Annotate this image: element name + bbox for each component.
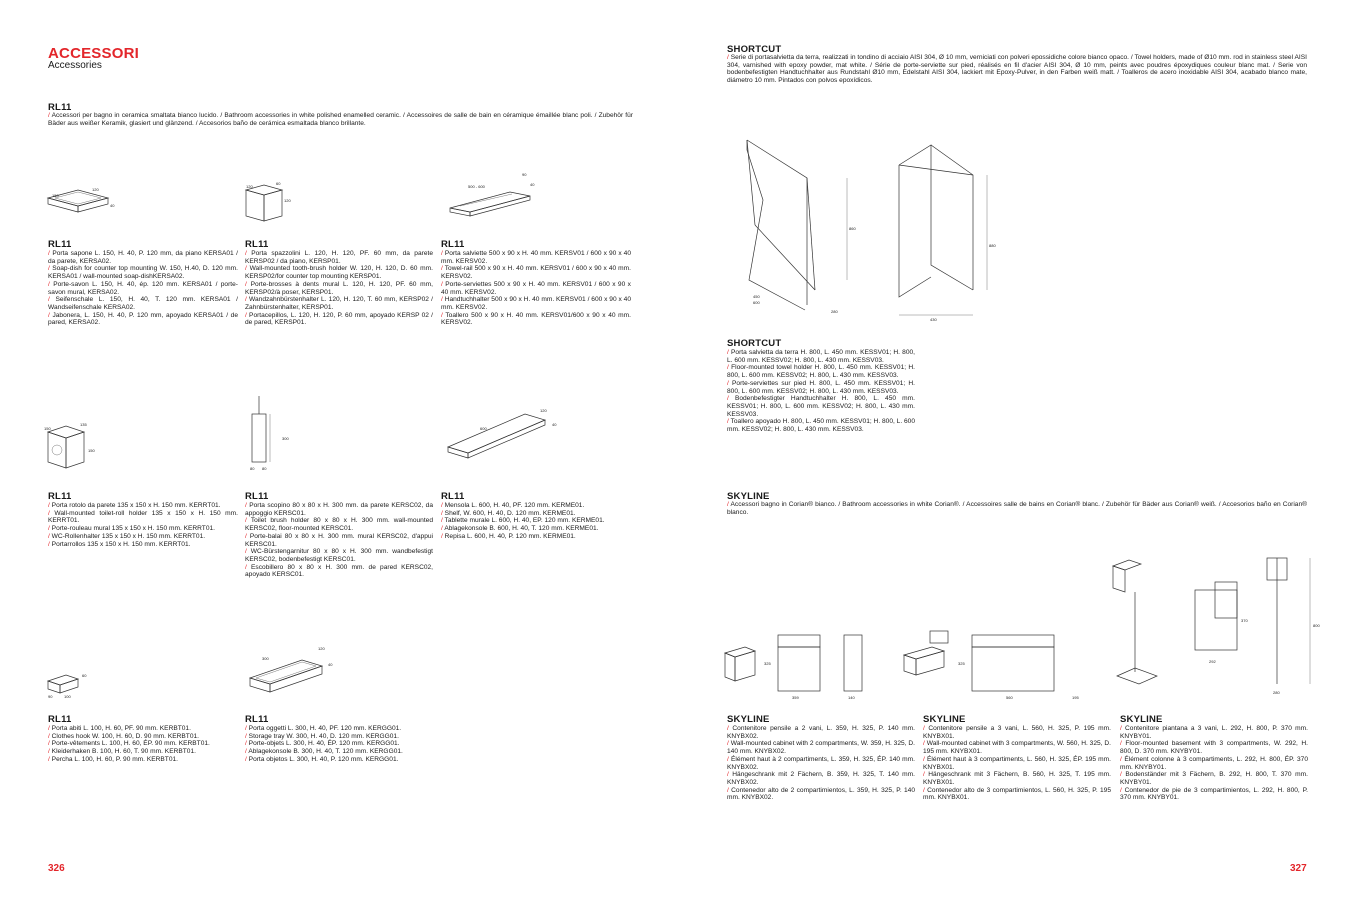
- dim-sk2-h: 325: [958, 661, 965, 666]
- shortcut-towel-holder-drawing-2: [885, 135, 1000, 325]
- dim-tray-d: 120: [318, 646, 325, 651]
- product-shelf: RL11 / Mensola L. 600, H. 40, PF. 120 mm. KERME01. / Shelf, W. 600, H. 40, D. 120 mm. KERME01. / Tablette murale L. 600, H. 40, EP. 120 mm. KERME01. / Ablagekonsole B. 600, H. 40, T. 120 mm. KERME01. / Repisa L. 600, H. 40, P. 120 mm. KERME01.: [441, 491, 631, 541]
- storage-tray-drawing: [242, 642, 352, 707]
- brush-holder-drawing: [238, 180, 298, 225]
- dim-sk1-h: 325: [764, 661, 771, 666]
- dim-roll-d: 135: [80, 422, 87, 427]
- shortcut-heading: SHORTCUT: [727, 44, 782, 55]
- dim-sc1-d: 280: [831, 309, 838, 314]
- dim-brush-h: 120: [284, 198, 291, 203]
- dim-sc2-h: 880: [989, 243, 996, 248]
- dim-soap-w: 150: [52, 193, 59, 198]
- product-name: RL11: [48, 714, 72, 725]
- product-name: SKYLINE: [727, 714, 770, 725]
- product-toilet-brush-holder: RL11 / Porta scopino 80 x 80 x H. 300 mm. da parete KERSC02, da appoggio KERSC01. / Toilet brush holder 80 x 80 x H. 300 mm. wall-mounted KERSC02, floor-mounted KERSC01. / Porte-balai 80 x 80 x H. 300 mm. mural KERSC02, d'appui KERSC01. / WC-Bürstengarnitur 80 x 80 x H. 300 mm. wandbefestigt KERSC02, bodenbefestigt KERSC01. / Escobillero 80 x 80 x H. 300 mm. de pared KERSC02, apoyado KERSC01.: [245, 491, 433, 579]
- towel-rail-drawing: [440, 170, 545, 225]
- dim-hook-w: 90: [48, 694, 53, 699]
- shelf-drawing: [440, 402, 560, 472]
- product-toilet-roll-holder: RL11 / Porta rotolo da parete 135 x 150 x H. 150 mm. KERRT01. / Wall-mounted toilet-roll holder 135 x 150 x H. 150 mm. KERRT01. / Porte-rouleau mural 135 x 150 x H. 150 mm. KERRT01. / WC-Rollenhalter 135 x 150 x H. 150 mm. KERRT01. / Portarrollos 135 x 150 x H. 150 mm. KERRT01.: [48, 491, 238, 548]
- dim-rail-h: 40: [530, 182, 535, 187]
- dim-sk3-d: 280: [1273, 690, 1280, 695]
- product-name: RL11: [245, 491, 269, 502]
- dim-tray-w: 300: [262, 656, 269, 661]
- dim-rail-w: 500 - 600: [468, 184, 485, 189]
- dim-scop-w: 80: [250, 466, 255, 471]
- skyline-cabinet-2-drawing: [720, 625, 870, 705]
- series-heading: RL11: [48, 102, 72, 113]
- product-name: SKYLINE: [1120, 714, 1163, 725]
- page-number-left: 326: [48, 863, 65, 874]
- product-name: RL11: [441, 239, 465, 250]
- dim-sc1-w2: 600: [753, 300, 760, 305]
- product-name: SKYLINE: [923, 714, 966, 725]
- dim-sk1-d: 140: [848, 695, 855, 700]
- dim-tray-h: 40: [328, 662, 333, 667]
- shortcut-towel-holder-drawing-1: [735, 130, 870, 325]
- product-name: RL11: [48, 491, 72, 502]
- dim-scop-h: 300: [282, 436, 289, 441]
- dim-shelf-h: 40: [552, 422, 557, 427]
- product-skyline-column: SKYLINE / Contenitore piantana a 3 vani, L. 292, H. 800, P. 370 mm. KNYBY01. / Floor-mounted basement with 3 compartments, W. 292, H. 800, D. 370 mm. KNYBY01. / Élément colonne à 3 compartiments, L. 292, H. 800, ÉP. 370 mm. KNYBY01. / Bodenständer mit 3 Fächern, B. 292, H. 800, T. 370 mm. KNYBY01. / Contenedor de pie de 3 compartimientos, L. 292, H. 800, P. 370 mm. KNYBY01.: [1120, 714, 1308, 802]
- product-name: RL11: [48, 239, 72, 250]
- dim-sc1-w: 450: [753, 294, 760, 299]
- dim-sk3-w: 292: [1209, 659, 1216, 664]
- product-towel-rail: RL11 / Porta salviette 500 x 90 x H. 40 mm. KERSV01 / 600 x 90 x 40 mm. KERSV02. / Towel-rail 500 x 90 x H. 40 mm. KERSV01 / 600 x 90 x 40 mm. KERSV02. / Porte-serviettes 500 x 90 x H. 40 mm. KERSV01 / 600 x 90 x 40 mm. KERSV02. / Handtuchhalter 500 x 90 x H. 40 mm. KERSV01 / 600 x 90 x 40 mm. KERSV02. / Toallero 500 x 90 x H. 40 mm. KERSV01/600 x 90 x 40 mm. KERSV02.: [441, 239, 631, 327]
- product-shortcut: SHORTCUT / Porta salvietta da terra H. 800, L. 450 mm. KESSV01; H. 800, L. 600 mm. KESSV02; H. 800, L. 430 mm. KESSV03. / Floor-mounted towel holder H. 800, L. 450 mm. KESSV01; H. 800, L. 600 mm. KESSV02; H. 800, L. 430 mm. KESSV03. / Porte-serviettes sur pied H. 800, L. 450 mm. KESSV01; H. 800, L. 600 mm. KESSV02; H. 800, L. 430 mm. KESSV03. / Bodenbefestigter Handtuchhalter H. 800, L. 450 mm. KESSV01; H. 800, L. 600 mm. KESSV02; H. 800, L. 430 mm. KESSV03. / Toallero apoyado H. 800, L. 450 mm. KESSV01; H. 800, L. 600 mm. KESSV02; H. 800, L. 430 mm. KESSV03.: [727, 338, 915, 434]
- dim-hook-d: 100: [64, 694, 71, 699]
- section-title: ACCESSORI: [48, 45, 139, 62]
- dim-roll-h: 150: [88, 448, 95, 453]
- series-intro: / Accessori per bagno in ceramica smaltata bianco lucido. / Bathroom accessories in white polished enamelled ceramic. / Accessoires de salle de bain en céramique émaillée blanc poli. / Zubehör für Bäder aus weißer Keramik, glasiert und glänzend. / Accesorios baño de cerámica esmaltada blanco brillante.: [48, 112, 633, 127]
- dim-sc1-h: 860: [849, 226, 856, 231]
- clothes-hook-drawing: [40, 665, 100, 700]
- skyline-cabinet-3-drawing: [900, 625, 1079, 705]
- dim-sk2-w: 560: [1006, 695, 1013, 700]
- product-name: RL11: [245, 239, 269, 250]
- dim-hook-h: 60: [82, 673, 87, 678]
- product-brush-holder: RL11 / Porta spazzolini L. 120, H. 120, PF. 60 mm, da parete KERSP02 / da piano, KERSP01. / Wall-mounted tooth-brush holder W. 120, H. 120, D. 60 mm. KERSP02/for counter top mounting KERSP01. / Porte-brosses à dents mural L. 120, H. 120, PF. 60 mm, KERSP02/à poser, KERSP01. / Wandzahnbürstenhalter L. 120, H. 120, T. 60 mm, KERSP02 / Zahnbürstenhalter, KERSP01. / Portacepillos, L. 120, H. 120, P. 60 mm, apoyado KERSP 02 / de pared, KERSP01.: [245, 239, 433, 327]
- dim-sc2-w: 430: [930, 317, 937, 322]
- product-skyline-cabinet-2: SKYLINE / Contenitore pensile a 2 vani, L. 359, H. 325, P. 140 mm. KNYBX02. / Wall-mounted cabinet with 2 compartments, W. 359, H. 325, D. 140 mm. KNYBX02. / Élément haut à 2 compartiments, L. 359, H. 325, ÉP. 140 mm. KNYBX02. / Hängeschrank mit 2 Fächern, B. 359, H. 325, T. 140 mm. KNYBX02. / Contenedor alto de 2 compartimientos, L. 359, H. 325, P. 140 mm. KNYBX02.: [727, 714, 915, 802]
- product-clothes-hook: RL11 / Porta abiti L. 100, H. 60, PF. 90 mm. KERBT01. / Clothes hook W. 100, H. 60, D. 90 mm. KERBT01. / Porte-vêtements L. 100, H. 60, ÉP. 90 mm. KERBT01. / Kleiderhaken B. 100, H. 60, T. 90 mm. KERBT01. / Percha L. 100, H. 60, P. 90 mm. KERBT01.: [48, 714, 238, 764]
- dim-shelf-d: 120: [540, 408, 547, 413]
- toilet-brush-holder-drawing: [242, 392, 302, 477]
- dim-brush-w: 120: [246, 184, 253, 189]
- product-name: RL11: [245, 714, 269, 725]
- dim-soap-h: 40: [110, 203, 115, 208]
- dim-soap-d: 120: [92, 187, 99, 192]
- skyline-heading: SKYLINE: [727, 491, 770, 502]
- dim-sk2-d: 195: [1072, 695, 1079, 700]
- product-skyline-cabinet-3: SKYLINE / Contenitore pensile a 3 vani, L. 560, H. 325, P. 195 mm. KNYBX01. / Wall-mounted cabinet with 3 compartments, W. 560, H. 325, D. 195 mm. KNYBX01. / Élément haut à 3 compartiments, L. 560, H. 325, ÉP. 195 mm. KNYBX01. / Hängeschrank mit 3 Fächern, B. 560, H. 325, T. 195 mm. KNYBX01. / Contenedor alto de 3 compartimientos, L. 560, H. 325, P. 195 mm. KNYBX01.: [923, 714, 1111, 802]
- page-number-right: 327: [1290, 863, 1307, 874]
- dim-rail-d: 90: [522, 172, 527, 177]
- toilet-roll-holder-drawing: [38, 420, 108, 485]
- section-subtitle: Accessories: [48, 60, 102, 71]
- skyline-column-drawing: [1105, 552, 1320, 702]
- dim-scop-d: 80: [262, 466, 267, 471]
- dim-sk1-w: 359: [792, 695, 799, 700]
- dim-brush-d: 60: [276, 181, 281, 186]
- dim-shelf-w: 600: [480, 426, 487, 431]
- dim-sk3-h: 800: [1313, 623, 1320, 628]
- shortcut-intro: / Serie di portasalvietta da terra, realizzati in tondino di acciaio AISI 304, Ø 10 mm, verniciati con polveri epossidiche colore bianco opaco. / Towel holders, made of Ø10 mm. rod in stainless steel AISI 304, varnished with epoxy powder, mat white. / Série de porte-serviette sur pied, réalisés en fil d'acier AISI 304, Ø 10 mm, peints avec poudres époxydiques couleur blanc mat. / Serie von bodenbefestigten Handtuchhalter aus Rundstahl Ø10 mm, Edelstahl AISI 304, lackiert mit Epoxy-Pulver, in den Farben weiß matt. / Toalleros de acero inoxidable AISI 304, acabado blanco mate, diámetro 10 mm. Pintados con polvos epoxídicos.: [727, 54, 1307, 85]
- product-soap-dish: RL11 / Porta sapone L. 150, H. 40, P. 120 mm, da piano KERSA01 / da parete, KERSA02. / Soap-dish for counter top mounting W. 150, H.40, D. 120 mm. KERSA01 / wall-mounted soap-dishKERSA02. / Porte-savon L. 150, H. 40, ép. 120 mm. KERSA01 / porte-savon mural, KERSA02. / Seifenschale L. 150, H. 40, T. 120 mm. KERSA01 / Wandseifenschale KERSA02. / Jabonera, L. 150, H. 40, P. 120 mm, apoyado KERSA01 / de pared, KERSA02.: [48, 239, 238, 327]
- skyline-intro: / Accessori bagno in Corian® bianco. / Bathroom accessories in white Corian®. / Accessoires salle de bains en Corian® blanc. / Zubehör für Bäder aus Corian® weiß. / Accesorios baño en Corian® blanco.: [727, 501, 1307, 516]
- product-name: RL11: [441, 491, 465, 502]
- dim-sk3-h2: 370: [1241, 618, 1248, 623]
- product-name: SHORTCUT: [727, 338, 782, 349]
- dim-roll-w: 150: [44, 426, 51, 431]
- soap-dish-drawing: [38, 180, 118, 220]
- product-storage-tray: RL11 / Porta oggetti L. 300, H. 40, PF. 120 mm. KERGG01. / Storage tray W. 300, H. 40, D. 120 mm. KERGG01. / Porte-objets L. 300, H. 40, ÉP. 120 mm. KERGG01. / Ablagekonsole B. 300, H. 40, T. 120 mm. KERGG01. / Porta objetos L. 300, H. 40, P. 120 mm. KERGG01.: [245, 714, 433, 764]
